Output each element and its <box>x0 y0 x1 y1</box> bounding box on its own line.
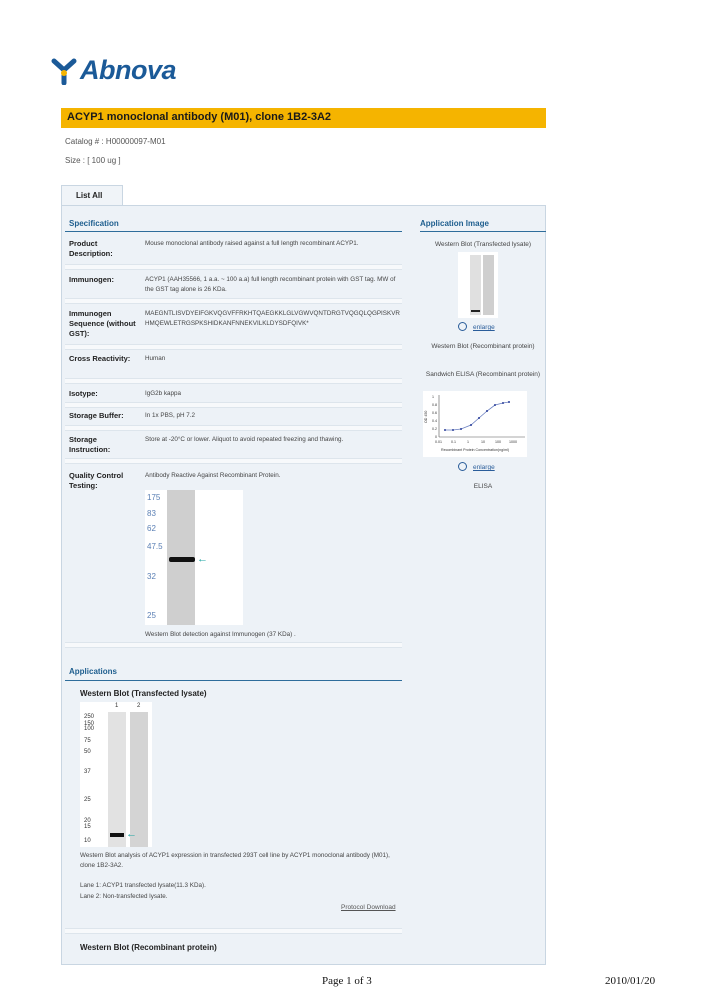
elisa-ytick: 0.4 <box>432 419 437 423</box>
arrow-left-icon: ← <box>126 828 137 840</box>
spec-value-description: Mouse monoclonal antibody raised against a full length recombinant ACYP1. <box>145 240 359 247</box>
spec-value-cross-reactivity: Human <box>145 355 166 362</box>
wb-transfected-lane1: Lane 1: ACYP1 transfected lysate(11.3 KDa). <box>80 882 206 889</box>
blot-marker: 25 <box>147 611 156 620</box>
spec-separator <box>65 458 402 464</box>
elisa-ytick: 0.2 <box>432 427 437 431</box>
wb-transfected-description: Western Blot analysis of ACYP1 expression in transfected 293T cell line by ACYP1 monoclonal antibody (M01), clone 1B2-3A2. <box>80 852 390 869</box>
lane-number: 1 <box>115 703 119 709</box>
elisa-ytick: 0.8 <box>432 403 437 407</box>
spec-label-storage-instruction: Storage Instruction: <box>69 435 111 454</box>
qc-blot-caption: Western Blot detection against Immunogen (37 KDa) . <box>145 631 296 638</box>
spec-value-storage-buffer: In 1x PBS, pH 7.2 <box>145 412 196 419</box>
elisa-ytick: 0 <box>435 435 437 439</box>
catalog-number: Catalog # : H00000097-M01 <box>65 137 166 146</box>
blot-marker: 75 <box>84 738 91 744</box>
blot-marker: 62 <box>147 524 156 533</box>
zoom-in-icon <box>458 462 467 471</box>
spec-separator <box>65 425 402 431</box>
specification-heading: Specification <box>69 219 119 228</box>
application-image-heading: Application Image <box>420 219 489 228</box>
product-title: ACYP1 monoclonal antibody (M01), clone 1B2-3A2 <box>67 111 332 123</box>
spec-value-quality-control: Antibody Reactive Against Recombinant Protein. <box>145 472 281 479</box>
page-number: Page 1 of 3 <box>322 975 372 987</box>
spec-separator <box>65 378 402 384</box>
blot-marker: 37 <box>84 769 91 775</box>
spec-separator <box>65 402 402 408</box>
lane-number: 2 <box>137 703 141 709</box>
spec-label-quality-control: Quality Control Testing: <box>69 471 124 490</box>
wb-recombinant-heading: Western Blot (Recombinant protein) <box>80 943 217 952</box>
applications-heading: Applications <box>69 667 118 676</box>
spec-label-description: Product Description: <box>69 239 113 258</box>
elisa-xtick: 10 <box>481 440 485 444</box>
blot-marker: 32 <box>147 572 156 581</box>
wb-transfected-image <box>80 702 152 847</box>
spec-label-cross-reactivity: Cross Reactivity: <box>69 354 131 363</box>
spec-value-sequence: MAEGNTLISVDYEIFGKVQGVFFRKHTQAEGKKLGLVGWVQNTDRGTVQGQLQGPISKVRHMQEWLETRGSPKSHIDKANFNNEKVILKLDYSDFQIVK* <box>145 310 400 327</box>
tab-list-all[interactable] <box>61 185 123 206</box>
zoom-in-icon <box>458 322 467 331</box>
elisa-ytick: 1 <box>432 395 434 399</box>
blot-marker: 100 <box>84 726 95 732</box>
applications-rule <box>65 680 402 681</box>
elisa-xtick: 1 <box>467 440 469 444</box>
product-size: Size : [ 100 ug ] <box>65 156 121 165</box>
blot-marker: 10 <box>84 838 91 844</box>
app-image-caption-sandwich-elisa: Sandwich ELISA (Recombinant protein) <box>425 371 541 378</box>
spec-value-storage-instruction: Store at -20°C or lower. Aliquot to avoid repeated freezing and thawing. <box>145 436 344 443</box>
blot-lane <box>108 712 126 847</box>
blot-lane <box>130 712 148 847</box>
elisa-xtick: 0.1 <box>451 440 456 444</box>
specification-rule <box>65 231 402 232</box>
spec-separator <box>65 298 402 304</box>
elisa-thumbnail[interactable] <box>423 391 527 457</box>
wb-transfected-lane2: Lane 2: Non-transfected lysate. <box>80 893 168 900</box>
blot-band <box>169 557 195 562</box>
app-image-caption-wb-transfected: Western Blot (Transfected lysate) <box>434 241 532 248</box>
product-title-bar <box>61 108 546 128</box>
abnova-logo-mark-icon <box>50 57 78 85</box>
elisa-xlabel: Recombinant Protein Concentration(ng/ml) <box>441 448 510 452</box>
app-image-caption-elisa: ELISA <box>473 483 493 490</box>
blot-marker: 83 <box>147 509 156 518</box>
elisa-ylabel: OD 450 <box>424 410 428 423</box>
enlarge-link[interactable]: enlarge <box>458 462 495 471</box>
spec-label-sequence: Immunogen Sequence (without GST): <box>69 309 136 338</box>
spec-label-storage-buffer: Storage Buffer: <box>69 411 124 420</box>
tab-label: List All <box>76 191 103 200</box>
spec-value-immunogen: ACYP1 (AAH35566, 1 a.a. ~ 100 a.a) full length recombinant protein with GST tag. MW of the GST tag alone is 26 KDa. <box>145 276 396 293</box>
blot-marker: 175 <box>147 493 161 502</box>
spec-separator <box>65 928 402 934</box>
application-image-rule <box>420 231 546 232</box>
elisa-xtick: 1000 <box>509 440 517 444</box>
spec-label-isotype: Isotype: <box>69 389 98 398</box>
blot-marker: 15 <box>84 824 91 830</box>
qc-western-blot-image <box>145 490 243 625</box>
blot-marker: 150 <box>84 721 95 727</box>
spec-separator <box>65 344 402 350</box>
blot-band <box>110 833 124 837</box>
spec-separator <box>65 642 402 648</box>
spec-separator <box>65 264 402 270</box>
spec-value-isotype: IgG2b kappa <box>145 390 182 397</box>
app-image-caption-wb-recombinant: Western Blot (Recombinant protein) <box>431 343 535 350</box>
elisa-xtick: 0.01 <box>435 440 442 444</box>
blot-marker: 47.5 <box>147 542 163 551</box>
abnova-logo[interactable] <box>50 55 190 91</box>
print-date: 2010/01/20 <box>605 975 656 987</box>
brand-name: Abnova <box>80 55 177 85</box>
wb-transfected-heading: Western Blot (Transfected lysate) <box>80 689 207 698</box>
blot-marker: 250 <box>84 714 95 720</box>
elisa-xtick: 100 <box>495 440 501 444</box>
protocol-download-link[interactable]: Protocol Download <box>341 904 396 911</box>
blot-marker: 25 <box>84 797 91 803</box>
spec-label-immunogen: Immunogen: <box>69 275 114 284</box>
blot-marker: 50 <box>84 749 91 755</box>
blot-marker: 20 <box>84 818 91 824</box>
arrow-left-icon: ← <box>197 553 208 565</box>
wb-transfected-thumbnail[interactable] <box>458 252 498 318</box>
elisa-ytick: 0.6 <box>432 411 437 415</box>
enlarge-link[interactable]: enlarge <box>458 322 495 331</box>
